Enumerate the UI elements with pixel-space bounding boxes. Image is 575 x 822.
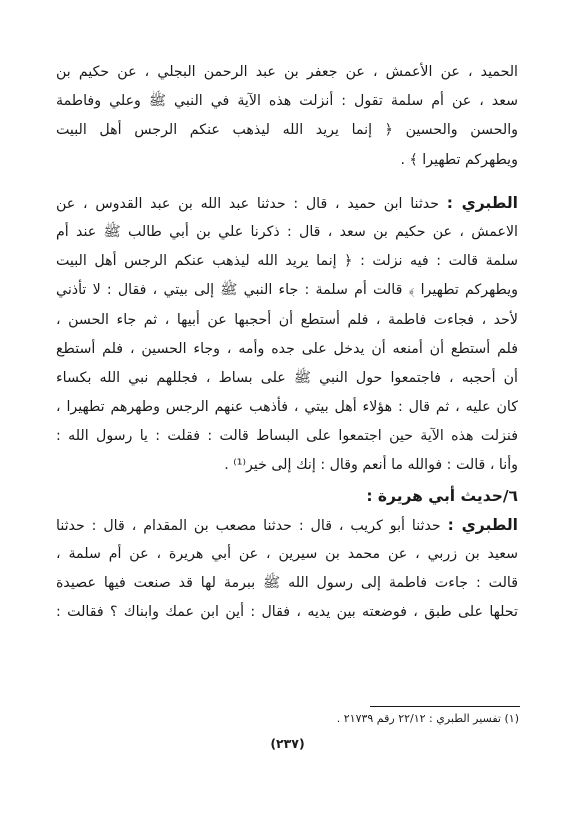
source-label: الطبري :: [446, 193, 518, 212]
text-line: الحميد ، عن الأعمش ، عن جعفر بن عبد الرحمن البجلي ، عن حكيم بن: [56, 64, 518, 80]
source-label: الطبري :: [447, 515, 518, 534]
text-line: تحلها على طبق ، فوضعته بين يديه ، فقال : أين ابن عمك وابناك ؟ فقالت :: [56, 604, 518, 621]
text-line: لأحد ، فجاءت فاطمة ، فلم أستطع أن أحجبها عن أبيها ، ثم جاء الحسن ،: [56, 311, 518, 328]
paragraph-3: [56, 511, 518, 628]
text-line: والحسن والحسين ﴿ إنما يريد الله ليذهب عنكم الرجس أهل البيت: [56, 122, 518, 139]
text-line: كان عليه ، ثم قال : هؤلاء أهل بيتي ، فأذهب عنهم الرجس وطهرهم تطهيرا ،: [56, 399, 518, 416]
text-line: سعيد بن زربي ، عن محمد بن سيرين ، عن أبي هريرة ، عن أم سلمة ،: [56, 545, 518, 562]
text-line: وأنا ، قالت : فوالله ما أنعم وقال : إنك إلى خير⁽¹⁾ .: [224, 457, 518, 474]
footnote-divider: [370, 706, 520, 707]
text-line: فنزلت هذه الآية حين اجتمعوا على البساط قالت : فقلت : يا رسول الله :: [56, 428, 518, 445]
page-body: [56, 58, 518, 627]
footnote: (١) تفسير الطبري : ٢٢/١٢ رقم ٢١٧٣٩ .: [336, 712, 519, 725]
text-line: سعد ، عن أم سلمة تقول : أنزلت هذه الآية في النبي ﷺ وعلي وفاطمة: [56, 93, 518, 110]
text-line: سلمة قالت : فيه نزلت : ﴿ إنما يريد الله ليذهب عنكم الرجس أهل البيت: [56, 253, 518, 270]
text-line: ويطهركم تطهيرا ﴾ .: [400, 151, 518, 168]
text-line: أن أحجبه ، فاجتمعوا حول النبي ﷺ على بساط ، فجللهم نبي الله بكساء: [56, 369, 518, 386]
text-line: الاعمش ، عن حكيم بن سعد ، قال : ذكرنا علي بن أبي طالب ﷺ عند أم: [56, 223, 518, 240]
text-line: الطبري : حدثنا أبو كريب ، قال : حدثنا مصعب بن المقدام ، قال : حدثنا: [56, 515, 518, 534]
paragraph-1: [56, 58, 518, 175]
text-line: فلم أستطع أن أمنعه أن يدخل على جده وأمه ، وجاء الحسين ، فلم أستطع: [56, 340, 518, 357]
text-line: ويطهركم تطهيرا ﴾ قالت أم سلمة : جاء النبي ﷺ إلى بيتي ، فقال : لا تأذني: [56, 282, 518, 299]
paragraph-2: [56, 189, 518, 481]
text-line: الطبري : حدثنا ابن حميد ، قال : حدثنا عبد الله بن عبد القدوس ، عن: [56, 193, 518, 212]
section-heading: ٦/حديث أبي هريرة :: [366, 486, 518, 505]
text-line: قالت : جاءت فاطمة إلى رسول الله ﷺ ببرمة لها قد صنعت فيها عصيدة: [56, 575, 518, 591]
page-number: (٢٣٧): [270, 736, 305, 751]
